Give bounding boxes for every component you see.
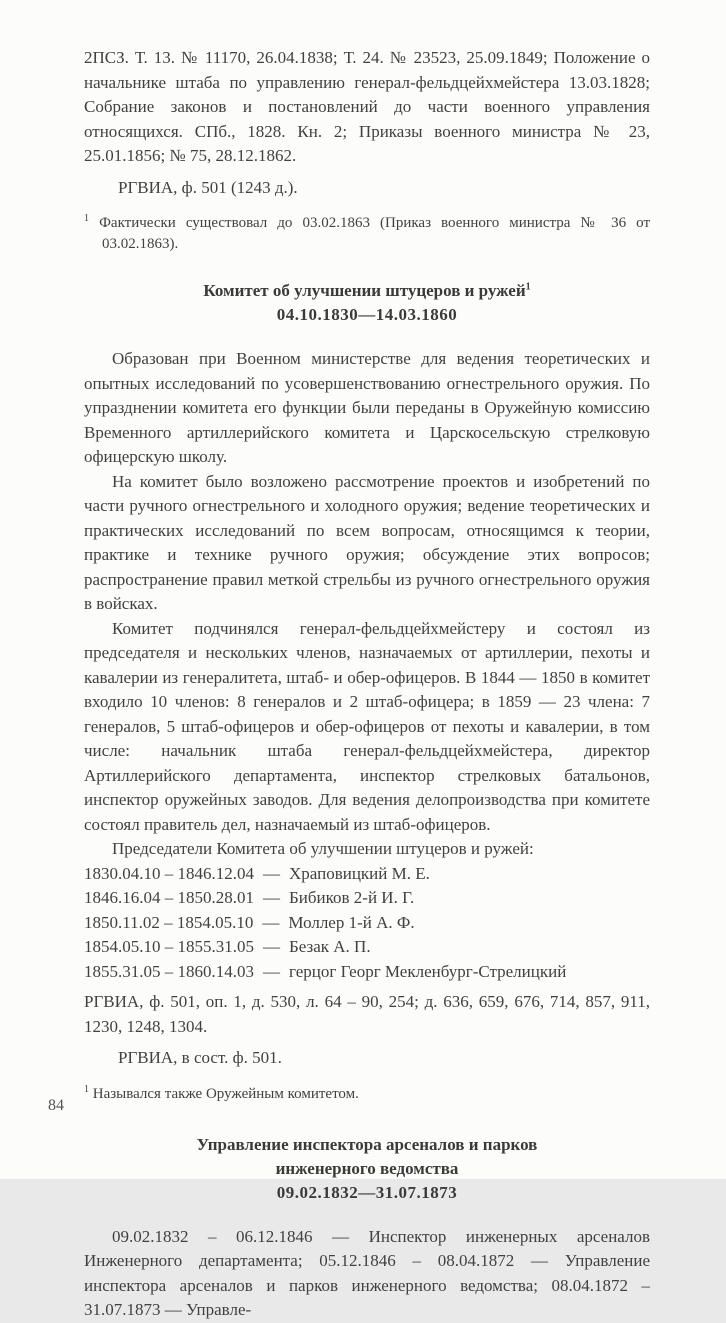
chairman-row bbox=[84, 862, 650, 887]
chairman-name: Бибиков 2-й И. Г. bbox=[289, 888, 415, 907]
chairman-period: 1854.05.10 – 1855.31.05 bbox=[84, 937, 254, 956]
footnote-marker: 1 bbox=[84, 1083, 89, 1095]
chairmen-list bbox=[84, 862, 650, 985]
committee-paragraph: Образован при Военном министерстве для ведения теоретических и опытных исследований по усовершенствованию огнестрельного оружия. По упразднении комитета его функции были переданы в Оружейную комиссию Временного артиллерийского комитета и Царскосельскую стрелковую офицерскую школу. bbox=[84, 349, 650, 466]
entry-dates: 09.02.1832—31.07.1873 bbox=[276, 1182, 458, 1202]
chairman-name: Безак А. П. bbox=[289, 937, 371, 956]
archive-fond-reference: РГВИА, ф. 501, оп. 1, д. 530, л. 64 – 90, 254; д. 636, 659, 676, 714, 857, 911, 1230, 1248, 1304. bbox=[84, 992, 650, 1036]
chairman-row bbox=[84, 886, 650, 911]
entry-heading-directorate bbox=[84, 1133, 650, 1205]
chairman-period: 1846.16.04 – 1850.28.01 bbox=[84, 888, 254, 907]
chairman-row bbox=[84, 960, 650, 985]
dash-separator: — bbox=[263, 863, 280, 883]
footnote-text: Фактически существовал до 03.02.1863 (Приказ военного министра № 36 от 03.02.1863). bbox=[99, 215, 650, 252]
chairman-row bbox=[84, 935, 650, 960]
dash-separator: — bbox=[263, 937, 280, 956]
chairman-name: герцог Георг Мекленбург-Стрелицкий bbox=[289, 961, 567, 981]
directorate-paragraph: 09.02.1832 – 06.12.1846 — Инспектор инженерных арсеналов Инженерного департамента; 05.12.1846 – 08.04.1872 — Управление инспектора арсеналов и парков инженерного ведомства; 08.04.1872 – 31.07.1873 — Управле- bbox=[84, 1226, 650, 1319]
page-number: 84 bbox=[48, 1097, 64, 1114]
archive-reference: РГВИА, ф. 501 (1243 д.). bbox=[118, 177, 298, 197]
footnote bbox=[84, 213, 650, 255]
chairman-period: 1850.11.02 – 1854.05.10 bbox=[84, 912, 254, 932]
footnote-text: Назывался также Оружейным комитетом. bbox=[92, 1085, 359, 1102]
chairman-period: 1830.04.10 – 1846.12.04 bbox=[84, 863, 254, 883]
dash-separator: — bbox=[263, 961, 280, 981]
entry-title-line2: инженерного ведомства bbox=[275, 1158, 459, 1178]
entry-title-text: Комитет об улучшении штуцеров и ружей bbox=[203, 281, 526, 300]
sources-paragraph: 2ПСЗ. Т. 13. № 11170, 26.04.1838; Т. 24. № 23523, 25.09.1849; Положение о начальнике штаба по управлению генерал-фельдцейхмейстера 13.03.1828; Собрание законов и постановлений до части военного управления относящихся. СПб., 1828. Кн. 2; Приказы военного министра № 23, 25.01.1856; № 75, 28.12.1862. bbox=[84, 48, 650, 165]
dash-separator: — bbox=[263, 888, 280, 907]
dash-separator: — bbox=[262, 912, 280, 932]
committee-paragraph: Комитет подчинялся генерал-фельдцейхмейстеру и состоял из председателя и нескольких членов, назначаемых от артиллерии, пехоты и кавалерии из генералитета, штаб- и обер-офицеров. В 1844 — 1850 в комитет входило 10 членов: 8 генералов и 2 штаб-офицера; в 1859 — 23 члена: 7 генералов, 5 штаб-офицеров и обер-офицеров от пехоты и кавалерии, в том числе: начальник штаба генерал-фельдцейхмейстера, директор Артиллерийского департамента, инспектор стрелковых батальонов, инспектор оружейных заводов. Для ведения делопроизводства при комитете состоял правитель дел, назначаемый из штаб-офицеров. bbox=[84, 618, 650, 834]
entry-title bbox=[84, 279, 650, 303]
committee-paragraph: На комитет было возложено рассмотрение проектов и изобретений по части ручного огнестрельного и холодного оружия; ведение теоретических и практических исследований по всем вопросам, относящимся к теории, практике и технике ручного оружия; обсуждение этих вопросов; распространение правил меткой стрельбы из ручного огнестрельного оружия в войсках. bbox=[84, 471, 650, 613]
entry-heading-committee bbox=[84, 279, 650, 327]
chairman-name: Моллер 1-й А. Ф. bbox=[288, 912, 415, 932]
chairman-name: Храповицкий М. Е. bbox=[289, 863, 430, 883]
title-footnote-marker: 1 bbox=[525, 281, 531, 293]
archive-note: РГВИА, в сост. ф. 501. bbox=[118, 1048, 282, 1067]
chairmen-heading: Председатели Комитета об улучшении штуцеров и ружей: bbox=[112, 839, 534, 858]
chairman-period: 1855.31.05 – 1860.14.03 bbox=[84, 961, 254, 981]
entry-dates: 04.10.1830—14.03.1860 bbox=[276, 305, 458, 324]
entry-title: Управление инспектора арсеналов и парков bbox=[196, 1134, 538, 1154]
chairman-row bbox=[84, 911, 650, 936]
footnote bbox=[84, 1084, 650, 1105]
footnote-marker: 1 bbox=[84, 213, 89, 224]
